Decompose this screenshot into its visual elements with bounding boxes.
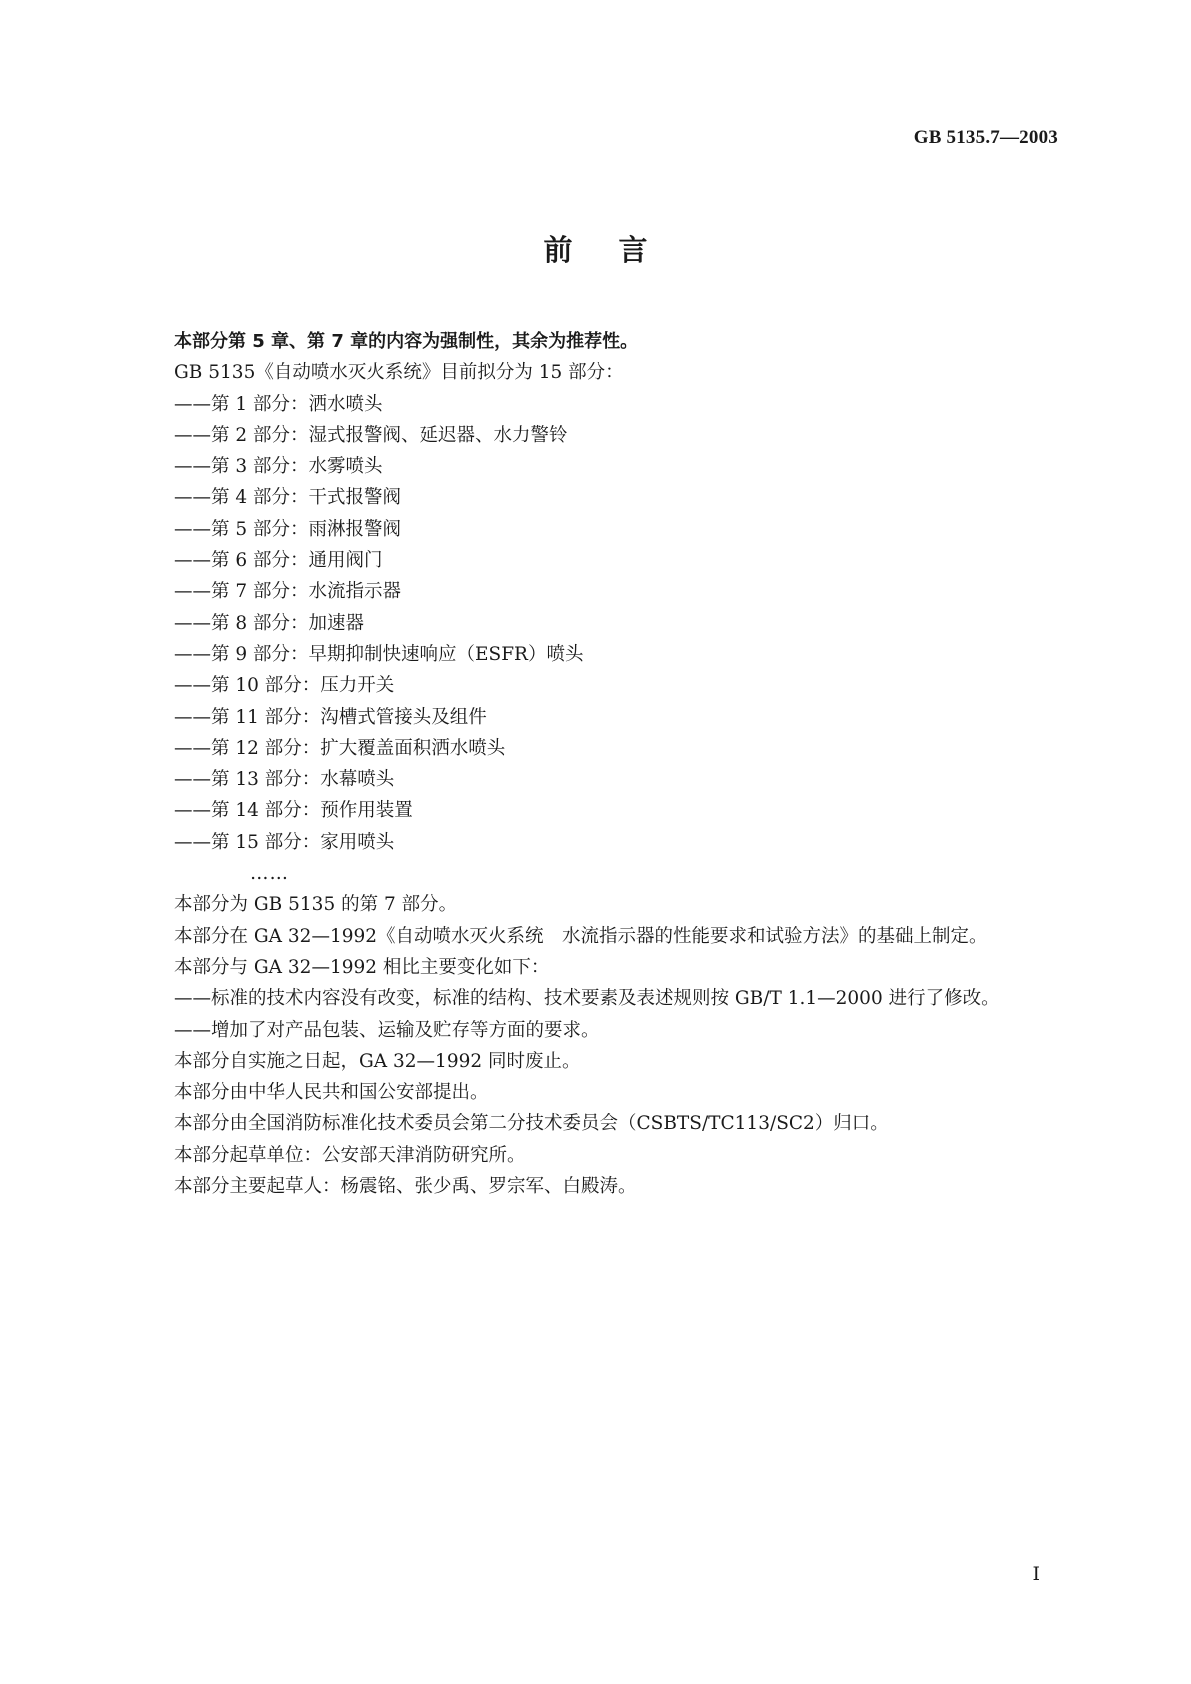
list-item: ——第 5 部分：雨淋报警阀 [174, 518, 402, 540]
change-item: ——标准的技术内容没有改变，标准的结构、技术要素及表述规则按 GB/T 1.1—2000 进行了修改。 [174, 988, 1000, 1010]
based-on-statement: 本部分在 GA 32—1992《自动喷水灭火系统 水流指示器的性能要求和试验方法》的基础上制定。 [174, 925, 988, 947]
list-ellipsis: …… [250, 863, 289, 885]
drafting-unit: 本部分起草单位：公安部天津消防研究所。 [174, 1144, 526, 1166]
list-item: ——第 10 部分：压力开关 [174, 675, 395, 697]
list-item: ——第 6 部分：通用阀门 [174, 550, 383, 572]
changes-intro: 本部分与 GA 32—1992 相比主要变化如下： [174, 956, 550, 978]
list-item: ——第 2 部分：湿式报警阀、延迟器、水力警铃 [174, 424, 568, 446]
list-item: ——第 11 部分：沟槽式管接头及组件 [174, 706, 487, 728]
supersede-statement: 本部分自实施之日起，GA 32—1992 同时废止。 [174, 1050, 581, 1072]
part-of-statement: 本部分为 GB 5135 的第 7 部分。 [174, 894, 458, 916]
list-item: ——第 3 部分：水雾喷头 [174, 456, 383, 478]
drafters: 本部分主要起草人：杨震铭、张少禹、罗宗军、白殿涛。 [174, 1176, 637, 1198]
list-item: ——第 9 部分：早期抑制快速响应（ESFR）喷头 [174, 643, 584, 665]
mandatory-note: 本部分第 5 章、第 7 章的内容为强制性，其余为推荐性。 [174, 331, 639, 352]
standard-code: GB 5135.7—2003 [913, 127, 1058, 148]
page-title: 前言 [543, 233, 694, 267]
list-item: ——第 14 部分：预作用装置 [174, 800, 413, 822]
list-item: ——第 13 部分：水幕喷头 [174, 769, 395, 791]
list-item: ——第 12 部分：扩大覆盖面积洒水喷头 [174, 737, 506, 759]
change-item: ——增加了对产品包装、运输及贮存等方面的要求。 [174, 1019, 600, 1041]
foreword-body [174, 326, 1058, 1202]
list-item: ——第 15 部分：家用喷头 [174, 831, 395, 853]
series-intro: GB 5135《自动喷水灭火系统》目前拟分为 15 部分： [174, 362, 624, 384]
page-number: I [1032, 1563, 1040, 1585]
proposed-by: 本部分由中华人民共和国公安部提出。 [174, 1082, 489, 1104]
list-item: ——第 7 部分：水流指示器 [174, 581, 402, 603]
list-item: ——第 4 部分：干式报警阀 [174, 487, 402, 509]
list-item: ——第 8 部分：加速器 [174, 612, 365, 634]
list-item: ——第 1 部分：洒水喷头 [174, 393, 383, 415]
centralized-by: 本部分由全国消防标准化技术委员会第二分技术委员会（CSBTS/TC113/SC2）归口。 [174, 1113, 889, 1135]
